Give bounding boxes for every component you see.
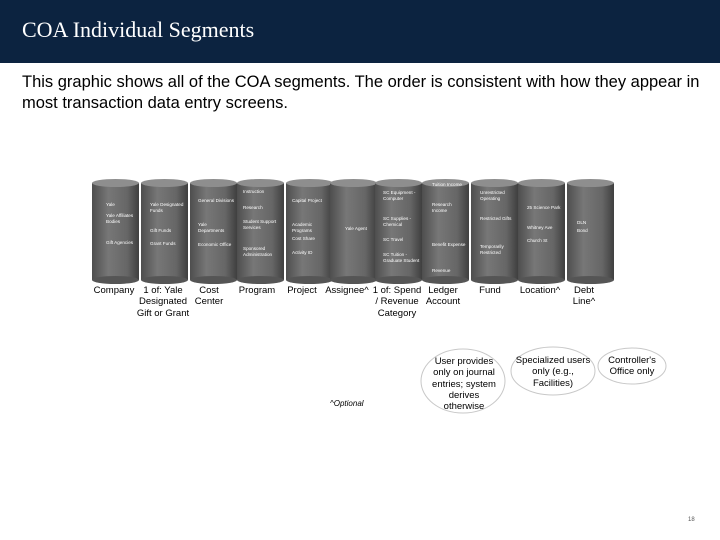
segment-label-debt-line: Debt Line^ — [572, 285, 596, 308]
ledger-value-3: Benefit Expense — [432, 242, 466, 247]
page-number: 18 — [688, 517, 695, 523]
slide-title: COA Individual Segments — [22, 17, 255, 42]
ledger-value-1: Tuition Income — [432, 182, 462, 187]
program-value-2: Research — [243, 205, 263, 210]
segment-label-ledger-account: Ledger Account — [425, 285, 461, 308]
note-location: Specialized users only (e.g., Facilities) — [515, 355, 591, 389]
segment-label-designated: 1 of: Yale Designated Gift or Grant — [136, 285, 190, 319]
spend-revenue-value-4: SC Tuition - Graduate Student — [383, 252, 420, 263]
segment-label-assignee: Assignee^ — [325, 285, 369, 296]
assignee-value-1: Yale Agent — [345, 226, 367, 231]
cost-center-value-3: Economic Office — [198, 242, 232, 247]
segment-label-location: Location^ — [519, 285, 561, 296]
fund-value-1: Unrestricted Operating — [480, 190, 505, 201]
designated-value-1: Yale Designated Funds — [150, 202, 184, 213]
segment-label-fund: Fund — [479, 285, 501, 296]
project-value-2: Academic Programs — [292, 222, 313, 233]
company-value-1: Yale — [106, 202, 115, 207]
optional-footnote: ^Optional — [330, 399, 364, 408]
location-value-3: Church St — [527, 238, 548, 243]
intro-text: This graphic shows all of the COA segments. The order is consistent with how they appear in most transaction data entry screens. — [22, 73, 700, 112]
note-ledger-account: User provides only on journal entries; system derives otherwise — [432, 356, 496, 413]
fund-value-2: Restricted Gifts — [480, 216, 512, 221]
spend-revenue-value-3: SC Travel — [383, 237, 404, 242]
program-value-1: Instruction — [243, 189, 265, 194]
project-value-4: Activity ID — [292, 250, 313, 255]
cost-center-value-1: General Divisions — [198, 198, 234, 203]
company-value-2: Yale Affiliates Bodies — [106, 213, 134, 224]
spend-revenue-value-2: SC Supplies - Chemical — [383, 216, 412, 227]
segment-label-spend-revenue: 1 of: Spend / Revenue Category — [372, 285, 422, 319]
spend-revenue-value-1: SC Equipment - Computer — [383, 190, 416, 201]
designated-value-3: Grant Funds — [150, 241, 176, 246]
designated-value-2: Gift Funds — [150, 228, 172, 233]
ledger-value-2: Research Income — [432, 202, 452, 213]
segment-label-cost-center: Cost Center — [194, 285, 224, 308]
company-value-3: Gift Agencies — [106, 240, 134, 245]
note-debt-line: Controller's Office only — [608, 355, 656, 378]
segment-label-company: Company — [93, 285, 135, 296]
segment-label-program: Program — [238, 285, 276, 296]
ledger-value-4: Revenue — [432, 268, 451, 273]
program-value-4: Sponsored Administration — [243, 246, 273, 257]
cost-center-value-2: Yale Departments — [198, 222, 225, 233]
program-value-3: Student Support Services — [243, 219, 277, 230]
debt-line-value-2: Bond — [577, 228, 588, 233]
segment-label-project: Project — [287, 285, 317, 296]
project-value-3: Cost Share — [292, 236, 315, 241]
location-value-1: 25 Science Park — [527, 205, 561, 210]
location-value-2: Whitney Ave — [527, 225, 553, 230]
project-value-1: Capital Project — [292, 198, 322, 203]
fund-value-3: Temporarily Restricted — [480, 244, 504, 255]
debt-line-value-1: DLN — [577, 220, 587, 225]
